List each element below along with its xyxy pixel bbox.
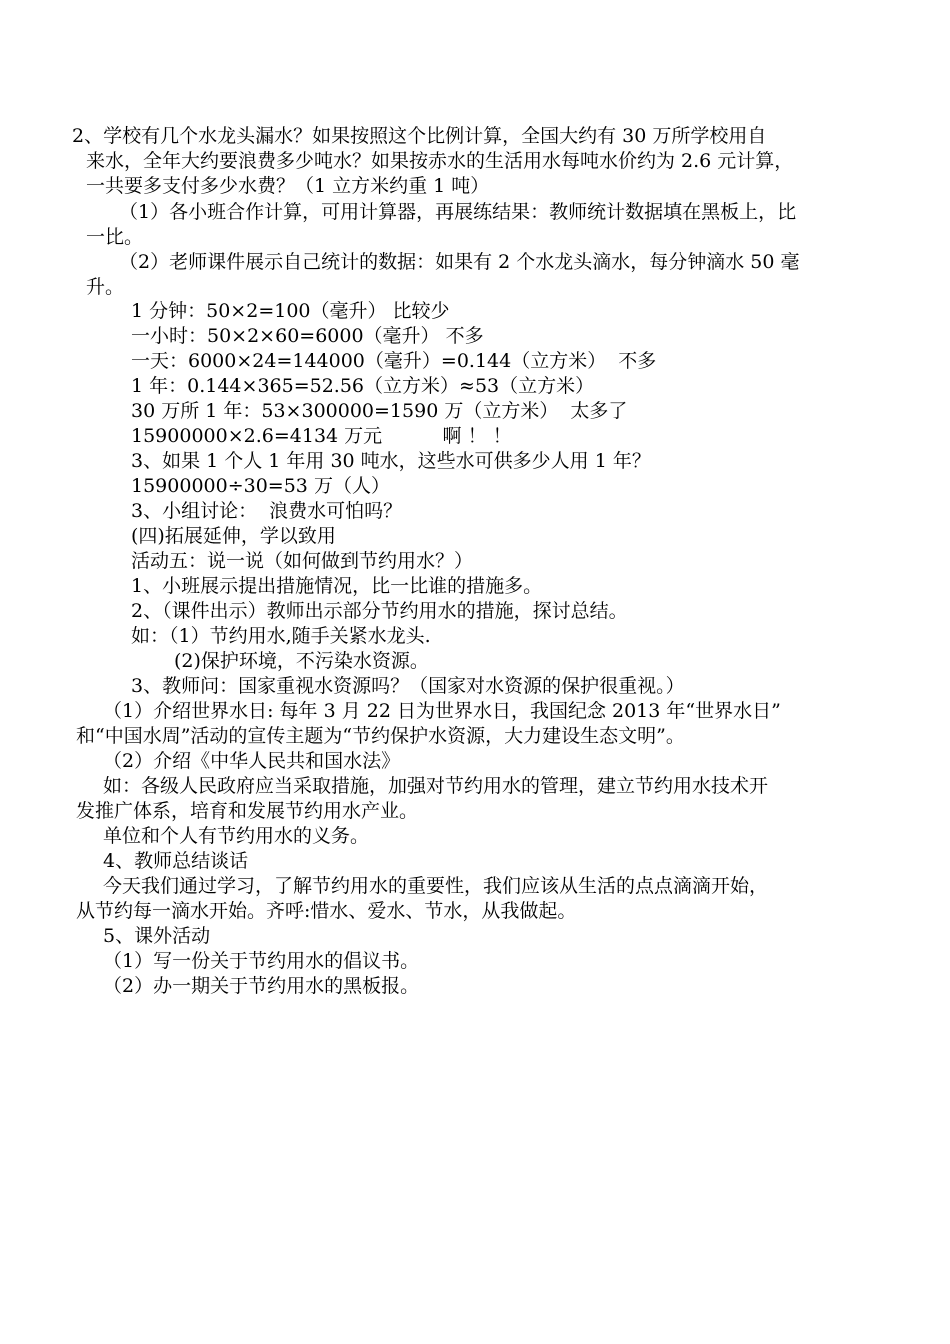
paragraph-line: 和“中国水周”活动的宣传主题为“节约保护水资源，大力建设生态文明”。: [76, 725, 685, 747]
paragraph-line: 发推广体系，培育和发展节约用水产业。: [76, 800, 419, 822]
paragraph-line: （1）写一份关于节约用水的倡议书。: [103, 950, 420, 972]
calculation-line: 一小时：50×2×60=6000（毫升） 不多: [131, 325, 484, 347]
paragraph-line: （2）介绍《中华人民共和国水法》: [103, 750, 401, 772]
calculation-line: 15900000×2.6=4134 万元 啊 ！ ！: [131, 425, 512, 447]
paragraph-line: 3、教师问：国家重视水资源吗？（国家对水资源的保护很重视。）: [131, 675, 685, 697]
section-heading: 5、课外活动: [103, 925, 211, 947]
section-heading: 4、教师总结谈话: [103, 850, 249, 872]
calculation-line: 30 万所 1 年：53×300000=1590 万（立方米） 太多了: [131, 400, 628, 422]
paragraph-line: 2、（课件出示）教师出示部分节约用水的措施，探讨总结。: [131, 600, 628, 622]
calculation-line: 1 年：0.144×365=52.56（立方米）≈53（立方米）: [131, 375, 595, 397]
paragraph-line: (2)保护环境，不污染水资源。: [174, 650, 429, 672]
paragraph-line: 一比。: [86, 226, 144, 248]
activity-heading: 活动五：说一说（如何做到节约用水？）: [131, 550, 474, 572]
paragraph-line: 一共要多支付多少水费？（1 立方米约重 1 吨）: [86, 175, 490, 197]
calculation-line: 1 分钟：50×2=100（毫升） 比较少: [131, 300, 450, 322]
paragraph-line: 来水，全年大约要浪费多少吨水？如果按赤水的生活用水每吨水价约为 2.6 元计算，: [86, 150, 794, 172]
paragraph-line: 今天我们通过学习，了解节约用水的重要性，我们应该从生活的点点滴滴开始，: [103, 875, 769, 897]
paragraph-line: （1）各小班合作计算，可用计算器，再展练结果：教师统计数据填在黑板上，比: [119, 201, 797, 223]
paragraph-line: 3、小组讨论： 浪费水可怕吗？: [131, 500, 403, 522]
paragraph-line: 如：（1）节约用水,随手关紧水龙头.: [131, 625, 431, 647]
paragraph-line: 从节约每一滴水开始。齐呼:惜水、爱水、节水，从我做起。: [76, 900, 577, 922]
section-heading: (四)拓展延伸，学以致用: [131, 525, 336, 547]
paragraph-line: 3、如果 1 个人 1 年用 30 吨水，这些水可供多少人用 1 年？: [131, 450, 651, 472]
calculation-line: 一天：6000×24=144000（毫升）=0.144（立方米） 不多: [131, 350, 657, 372]
paragraph-line: 升。: [86, 276, 125, 298]
paragraph-line: （1）介绍世界水日: 每年 3 月 22 日为世界水日，我国纪念 2013 年“世界水日”: [103, 700, 781, 722]
paragraph-line: 1、小班展示提出措施情况，比一比谁的措施多。: [131, 575, 543, 597]
paragraph-line: （2）老师课件展示自己统计的数据：如果有 2 个水龙头滴水，每分钟滴水 50 毫: [119, 251, 800, 273]
paragraph-line: 2、学校有几个水龙头漏水？如果按照这个比例计算，全国大约有 30 万所学校用自: [72, 125, 767, 147]
paragraph-line: 如：各级人民政府应当采取措施，加强对节约用水的管理，建立节约用水技术开: [103, 775, 769, 797]
paragraph-line: 单位和个人有节约用水的义务。: [103, 825, 370, 847]
calculation-line: 15900000÷30=53 万（人）: [131, 475, 390, 497]
paragraph-line: （2）办一期关于节约用水的黑板报。: [103, 975, 420, 997]
